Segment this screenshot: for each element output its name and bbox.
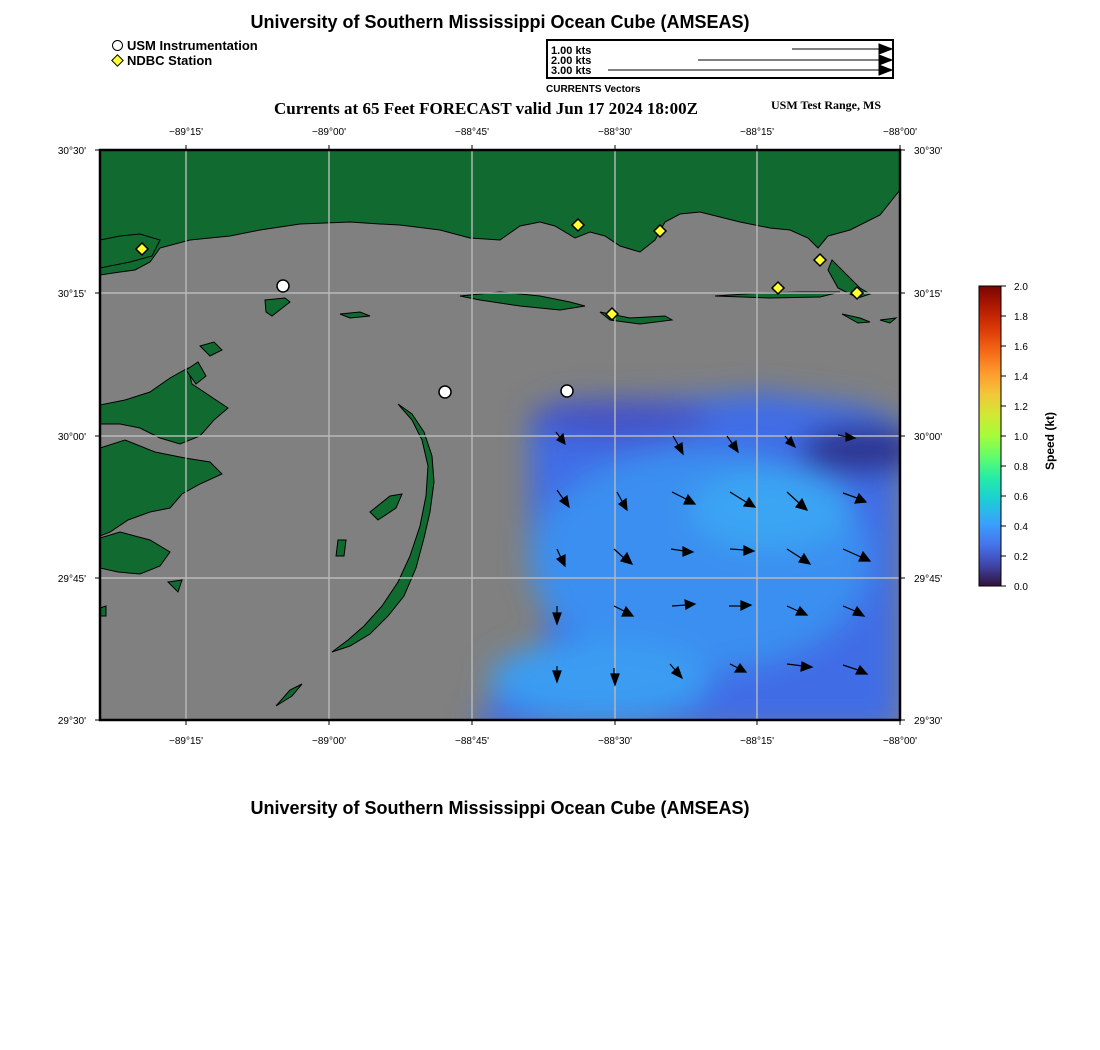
current-speed-field [470,392,920,730]
colorbar-tick-label: 1.2 [1014,402,1028,413]
y-tick-label-left: 30°30' [57,146,86,157]
map-subtitle: Currents at 65 Feet FORECAST valid Jun 17 2024 18:00Z [274,99,698,118]
colorbar-tick-label: 0.2 [1014,552,1028,563]
colorbar-title: Speed (kt) [1043,411,1057,470]
x-tick-label-bottom: −88°45' [455,736,489,747]
y-tick-label-right: 30°30' [914,146,943,157]
y-tick-label-right: 30°15' [914,289,943,300]
y-tick-label-left: 29°30' [57,716,86,727]
usm-marker [561,385,573,397]
y-tick-label-left: 30°15' [57,289,86,300]
vector-key-2kt: 2.00 kts [551,55,592,67]
legend-ndbc-label: NDBC Station [127,53,213,68]
colorbar [979,282,1028,593]
vector-key-1kt: 1.00 kts [551,45,592,57]
x-tick-label-top: −88°00' [883,127,917,138]
x-tick-label-top: −88°30' [598,127,632,138]
x-tick-label-top: −88°45' [455,127,489,138]
colorbar-tick-label: 0.6 [1014,492,1028,503]
colorbar-tick-label: 2.0 [1014,282,1028,293]
usm-marker [439,386,451,398]
x-tick-label-top: −89°15' [169,127,203,138]
colorbar-ramp [979,286,1001,586]
page-title: University of Southern Mississippi Ocean Cube (AMSEAS) [250,12,750,32]
range-label: USM Test Range, MS [771,98,882,112]
y-tick-label-left: 29°45' [57,574,86,585]
vector-key-3kt: 3.00 kts [551,65,592,77]
y-tick-label-right: 29°30' [914,716,943,727]
vector-key-caption: CURRENTS Vectors [546,84,641,95]
colorbar-tick-label: 1.4 [1014,372,1028,383]
x-tick-label-bottom: −88°30' [598,736,632,747]
x-tick-label-bottom: −88°00' [883,736,917,747]
x-tick-label-top: −88°15' [740,127,774,138]
x-tick-label-bottom: −88°15' [740,736,774,747]
x-tick-label-bottom: −89°00' [312,736,346,747]
colorbar-tick-label: 1.0 [1014,432,1028,443]
y-tick-label-left: 30°00' [57,432,86,443]
footer-title: University of Southern Mississippi Ocean Cube (AMSEAS) [250,798,750,818]
colorbar-tick-label: 0.8 [1014,462,1028,473]
legend-usm-label: USM Instrumentation [127,38,258,53]
colorbar-tick-label: 1.6 [1014,342,1028,353]
colorbar-tick-label: 0.0 [1014,582,1028,593]
x-tick-label-top: −89°00' [312,127,346,138]
colorbar-tick-label: 0.4 [1014,522,1028,533]
colorbar-tick-label: 1.8 [1014,312,1028,323]
x-tick-label-bottom: −89°15' [169,736,203,747]
usm-marker [277,280,289,292]
y-tick-label-right: 29°45' [914,574,943,585]
y-tick-label-right: 30°00' [914,432,943,443]
